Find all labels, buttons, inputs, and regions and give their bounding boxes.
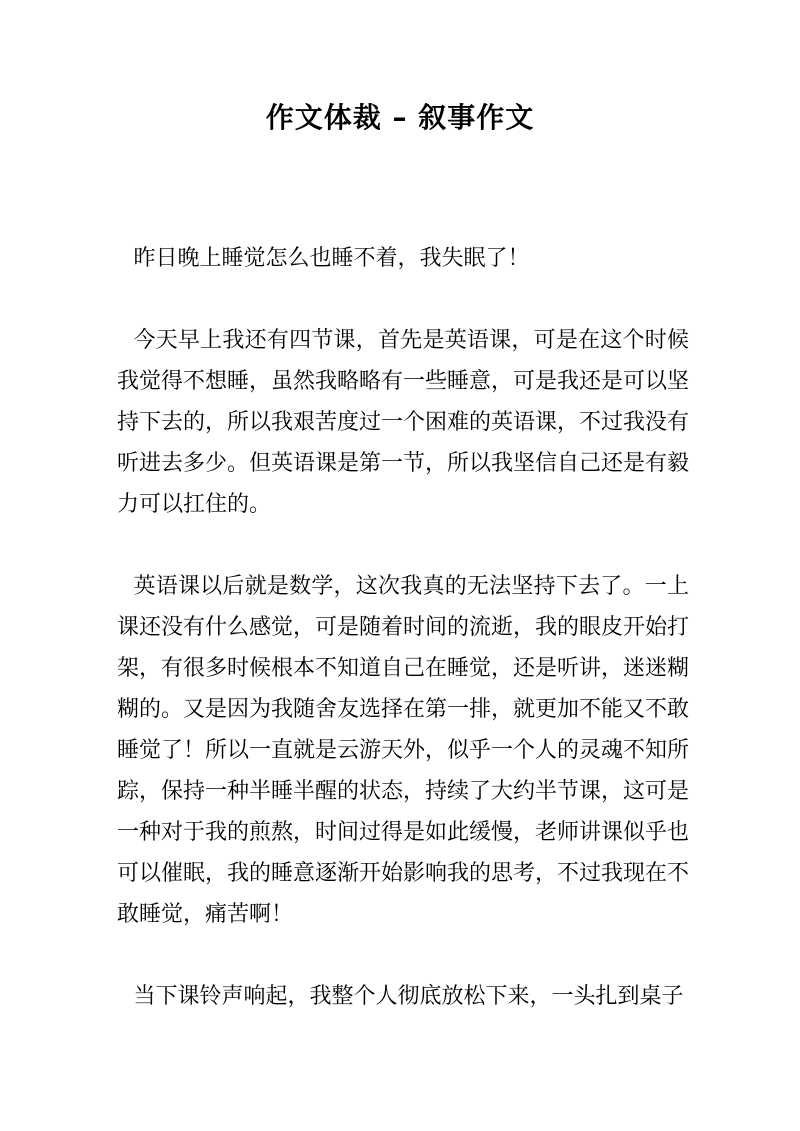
document-body (117, 238, 689, 1017)
document-title: 作文体裁 – 叙事作文 (265, 101, 535, 134)
paragraph: 英语课以后就是数学，这次我真的无法坚持下去了。一上课还没有什么感觉，可是随着时间的流逝，我的眼皮开始打架，有很多时候根本不知道自己在睡觉，还是听讲，迷迷糊糊的。又是因为我随舍友选择在第一排，就更加不能又不敢睡觉了！所以一直就是云游天外，似乎一个人的灵魂不知所踪，保持一种半睡半醒的状态，持续了大约半节课，这可是一种对于我的煎熬，时间过得是如此缓慢，老师讲课似乎也可以催眠，我的睡意逐渐开始影响我的思考，不过我现在不敢睡觉，痛苦啊！ (117, 574, 690, 927)
paragraph: 昨日晚上睡觉怎么也睡不着，我失眠了！ (133, 246, 530, 271)
paragraph: 今天早上我还有四节课，首先是英语课，可是在这个时候我觉得不想睡，虽然我略略有一些睡意，可是我还是可以坚持下去的，所以我艰苦度过一个困难的英语课，不过我没有听进去多少。但英语课是第一节，所以我坚信自己还是有毅力可以扛住的。 (117, 328, 690, 517)
paragraph: 当下课铃声响起，我整个人彻底放松下来，一头扎到桌子 (133, 984, 684, 1009)
